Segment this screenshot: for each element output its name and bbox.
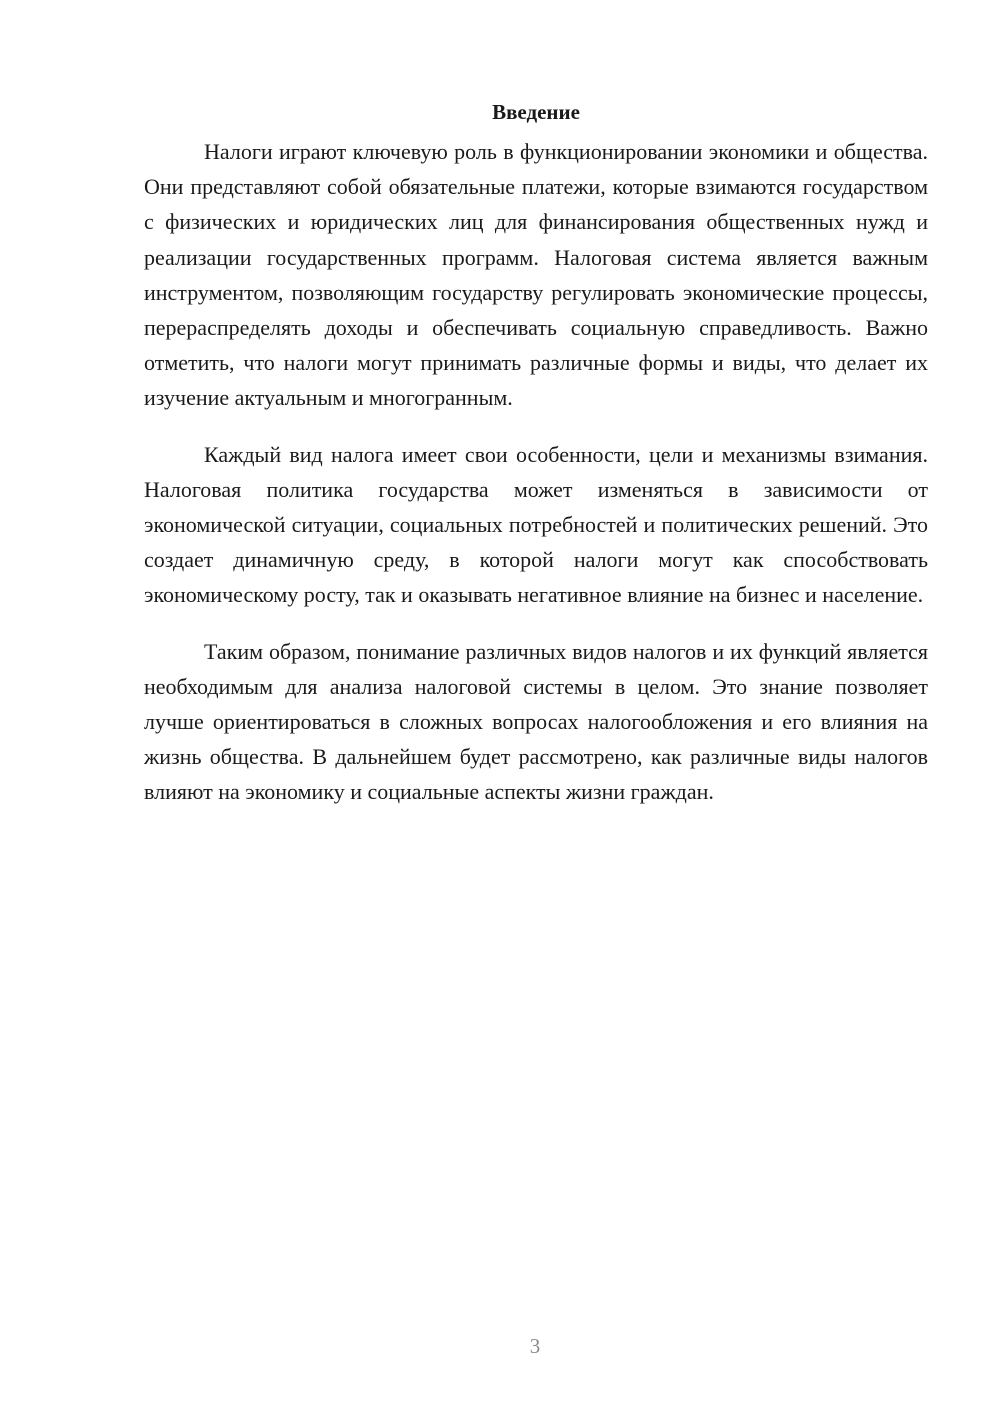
paragraph: Каждый вид налога имеет свои особенности, цели и механизмы взимания. Налоговая политика государства может изменяться в зависимости от экономической ситуации, социальных потребностей и политических решений. Это создает динамичную среду, в которой налоги могут как способствовать экономическому росту, так и оказывать негативное влияние на бизнес и население. (144, 441, 928, 608)
page-number: 3 (529, 1334, 541, 1358)
paragraph: Таким образом, понимание различных видов налогов и их функций является необходимым для анализа налоговой системы в целом. Это знание позволяет лучше ориентироваться в сложных вопросах налогообложения и его влияния на жизнь общества. В дальнейшем будет рассмотрено, как различные виды налогов влияют на экономику и социальные аспекты жизни граждан. (144, 638, 928, 805)
paragraph: Налоги играют ключевую роль в функционировании экономики и общества. Они представляют собой обязательные платежи, которые взимаются государством с физических и юридических лиц для финансирования общественных нужд и реализации государственных программ. Налоговая система является важным инструментом, позволяющим государству регулировать экономические процессы, перераспределять доходы и обеспечивать социальную справедливость. Важно отметить, что налоги могут принимать различные формы и виды, что делает их изучение актуальным и многогранным. (144, 139, 928, 411)
section-title: Введение (492, 100, 580, 124)
page-content (144, 98, 928, 831)
